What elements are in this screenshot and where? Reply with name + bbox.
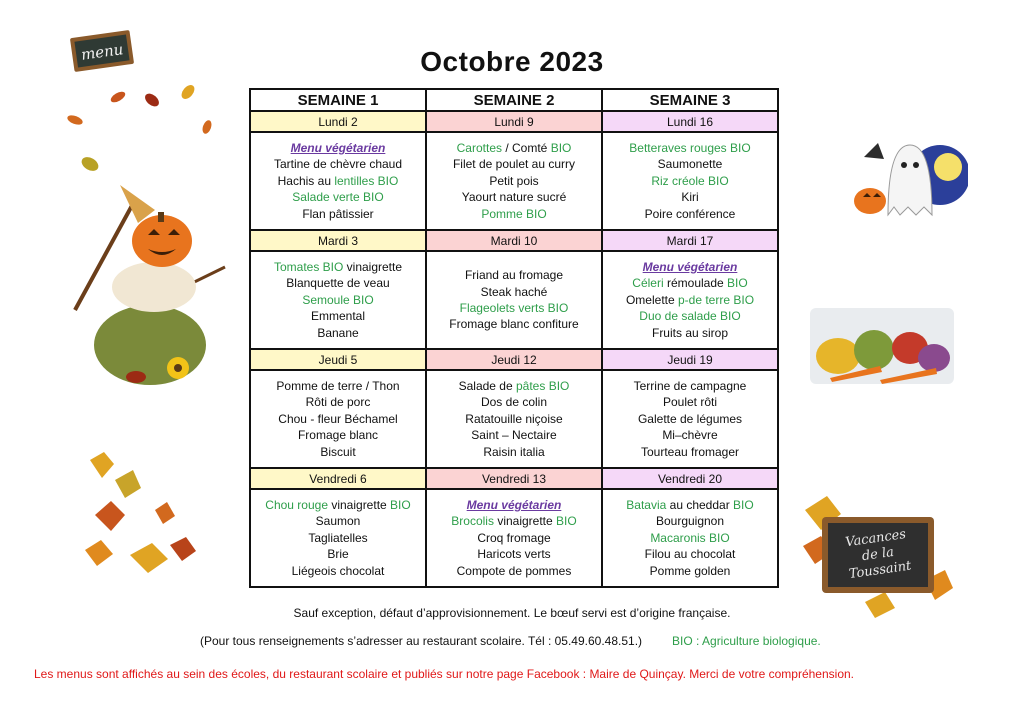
dish-line bbox=[251, 427, 425, 443]
dish-text: Haricots verts bbox=[477, 547, 551, 562]
vegetarian-menu-label: Menu végétarien bbox=[290, 140, 386, 155]
bio-dish-text: BIO bbox=[733, 497, 754, 512]
vacances-sign-line1: Vacances bbox=[844, 526, 907, 551]
dish-text: au cheddar bbox=[666, 497, 734, 512]
dish-line bbox=[251, 513, 425, 529]
dish-line bbox=[427, 513, 601, 529]
dish-text: Liégeois chocolat bbox=[291, 563, 385, 578]
day-row bbox=[250, 349, 778, 370]
dish-line bbox=[427, 378, 601, 394]
day-label: Vendredi 6 bbox=[250, 468, 426, 489]
dish-line bbox=[251, 173, 425, 189]
meal-cell bbox=[602, 132, 778, 230]
dish-line bbox=[251, 411, 425, 427]
dish-text: Tagliatelles bbox=[308, 530, 368, 545]
dish-text: Friand au fromage bbox=[464, 268, 564, 283]
meal-cell bbox=[426, 132, 602, 230]
dish-text: vinaigrette bbox=[343, 259, 403, 274]
dish-line bbox=[427, 267, 601, 283]
bio-dish-text: Betteraves rouges BIO bbox=[629, 140, 751, 155]
halloween-ghost-illustration bbox=[848, 135, 968, 220]
menu-table bbox=[249, 88, 779, 588]
dish-line bbox=[427, 173, 601, 189]
day-label: Vendredi 20 bbox=[602, 468, 778, 489]
dish-text: Pomme golden bbox=[649, 563, 731, 578]
day-label: Mardi 10 bbox=[426, 230, 602, 251]
meal-cell bbox=[426, 251, 602, 349]
dish-line bbox=[603, 173, 777, 189]
vacances-toussaint-chalkboard bbox=[820, 515, 936, 595]
dish-line bbox=[427, 546, 601, 562]
week-header-row bbox=[250, 89, 778, 111]
bio-dish-text: Flageolets verts BIO bbox=[459, 301, 569, 315]
dish-text: Dos de colin bbox=[480, 395, 548, 410]
autumn-leaves-bottom-left bbox=[70, 445, 210, 585]
week-header: SEMAINE 2 bbox=[426, 89, 602, 111]
day-label: Lundi 16 bbox=[602, 111, 778, 132]
dish-text: Pomme de terre / Thon bbox=[276, 378, 400, 393]
dish-text: Poire conférence bbox=[644, 206, 736, 221]
dish-line bbox=[603, 325, 777, 341]
meal-cell bbox=[602, 251, 778, 349]
dish-text: vinaigrette bbox=[493, 514, 557, 529]
vacances-sign-line2: de la bbox=[861, 544, 895, 565]
dish-text: Biscuit bbox=[320, 444, 356, 459]
dish-text: Tourteau fromager bbox=[640, 444, 740, 459]
dish-line bbox=[427, 411, 601, 427]
dish-line bbox=[251, 563, 425, 579]
bio-dish-text: p-de terre BIO bbox=[678, 292, 755, 307]
dish-line bbox=[603, 156, 777, 172]
dish-line bbox=[603, 308, 777, 324]
dish-text: Saint – Nectaire bbox=[471, 428, 557, 443]
day-row bbox=[250, 111, 778, 132]
dish-line bbox=[427, 140, 601, 156]
dish-line bbox=[427, 316, 601, 332]
dish-line bbox=[427, 284, 601, 300]
meal-row bbox=[250, 489, 778, 587]
dish-line bbox=[251, 444, 425, 460]
day-row bbox=[250, 230, 778, 251]
dish-text: Saumon bbox=[315, 514, 361, 529]
autumn-leaves-top bbox=[60, 80, 230, 180]
dish-line bbox=[603, 189, 777, 205]
dish-line bbox=[251, 546, 425, 562]
dish-line bbox=[603, 275, 777, 291]
bio-dish-text: BIO bbox=[390, 497, 411, 512]
bio-dish-text: BIO bbox=[550, 140, 572, 155]
dish-line bbox=[603, 394, 777, 410]
dish-text: Saumonette bbox=[657, 157, 723, 172]
day-label: Mardi 17 bbox=[602, 230, 778, 251]
dish-line bbox=[603, 206, 777, 222]
supply-note: Sauf exception, défaut d’approvisionnement. Le bœuf servi est d’origine française. bbox=[293, 606, 731, 620]
dish-line bbox=[427, 300, 601, 316]
pumpkin-scarecrow-illustration bbox=[60, 175, 240, 390]
dish-text: Croq fromage bbox=[477, 530, 551, 545]
meal-cell bbox=[250, 489, 426, 587]
dish-text: Compote de pommes bbox=[456, 563, 572, 578]
dish-line bbox=[603, 259, 777, 275]
bio-dish-text: Tomates BIO bbox=[273, 259, 344, 274]
day-label: Jeudi 19 bbox=[602, 349, 778, 370]
dish-text: Hachis au bbox=[277, 173, 335, 188]
dish-line bbox=[251, 394, 425, 410]
bio-dish-text: Pomme BIO bbox=[481, 206, 547, 221]
bio-dish-text: Duo de salade BIO bbox=[639, 309, 741, 324]
dish-text: Chou - fleur Béchamel bbox=[278, 411, 398, 426]
meal-cell bbox=[250, 132, 426, 230]
dish-text: Bourguignon bbox=[655, 514, 725, 529]
dish-text: Kiri bbox=[681, 190, 699, 205]
menu-chalkboard-sign bbox=[66, 26, 138, 76]
day-label: Jeudi 5 bbox=[250, 349, 426, 370]
dish-text: Petit pois bbox=[489, 173, 539, 188]
dish-text: Salade de bbox=[458, 378, 516, 393]
dish-text: Filou au chocolat bbox=[644, 547, 736, 562]
dish-line bbox=[251, 530, 425, 546]
bio-legend: BIO : Agriculture biologique. bbox=[672, 634, 821, 648]
bio-dish-text: Salade verte BIO bbox=[292, 190, 384, 205]
dish-line bbox=[603, 563, 777, 579]
day-label: Mardi 3 bbox=[250, 230, 426, 251]
bio-dish-text: Semoule BIO bbox=[302, 292, 374, 307]
bio-dish-text: lentilles BIO bbox=[334, 173, 399, 188]
dish-text: rémoulade bbox=[663, 276, 728, 291]
dish-text: Fruits au sirop bbox=[651, 325, 729, 340]
dish-text: vinaigrette bbox=[328, 497, 391, 512]
bio-dish-text: Batavia bbox=[626, 497, 667, 512]
dish-line bbox=[427, 156, 601, 172]
dish-text: Fromage blanc bbox=[297, 428, 379, 443]
meal-cell bbox=[426, 370, 602, 468]
dish-line bbox=[427, 427, 601, 443]
dish-text: Raisin italia bbox=[483, 444, 545, 459]
dish-text: Mi–chèvre bbox=[662, 428, 718, 443]
bio-dish-text: BIO bbox=[727, 276, 748, 291]
dish-line bbox=[251, 259, 425, 275]
bio-dish-text: Chou rouge bbox=[265, 497, 328, 512]
dish-text: Omelette bbox=[625, 292, 678, 307]
contact-note: (Pour tous renseignements s’adresser au restaurant scolaire. Tél : 05.49.60.48.51.) bbox=[200, 634, 643, 648]
bio-dish-text: Céleri bbox=[632, 276, 664, 291]
dish-text: Blanquette de veau bbox=[286, 276, 390, 291]
vegetarian-menu-label: Menu végétarien bbox=[642, 259, 738, 274]
dish-text: Banane bbox=[317, 325, 359, 340]
week-header: SEMAINE 1 bbox=[250, 89, 426, 111]
day-label: Jeudi 12 bbox=[426, 349, 602, 370]
dish-text: Filet de poulet au curry bbox=[452, 157, 576, 172]
dish-line bbox=[603, 378, 777, 394]
dish-line bbox=[603, 411, 777, 427]
dish-line bbox=[251, 206, 425, 222]
dish-text: Terrine de campagne bbox=[633, 378, 747, 393]
dish-line bbox=[603, 444, 777, 460]
dish-line bbox=[251, 156, 425, 172]
dish-line bbox=[251, 308, 425, 324]
display-note: Les menus sont affichés au sein des écoles, du restaurant scolaire et publiés sur notre page Facebook : Maire de Quinçay. Merci de votre compréhension. bbox=[34, 667, 855, 681]
dish-line bbox=[603, 530, 777, 546]
dish-line bbox=[251, 325, 425, 341]
dish-line bbox=[427, 206, 601, 222]
dish-line bbox=[603, 427, 777, 443]
dish-line bbox=[603, 292, 777, 308]
vegetables-photo bbox=[810, 308, 954, 384]
vegetarian-menu-label: Menu végétarien bbox=[466, 497, 562, 512]
bio-dish-text: Riz créole BIO bbox=[651, 173, 729, 188]
dish-line bbox=[427, 444, 601, 460]
meal-row bbox=[250, 132, 778, 230]
vacances-sign-line3: Toussaint bbox=[848, 558, 913, 583]
dish-line bbox=[251, 378, 425, 394]
dish-text: Yaourt nature sucré bbox=[461, 190, 567, 205]
dish-text: / Comté bbox=[502, 140, 551, 155]
dish-line bbox=[603, 546, 777, 562]
dish-line bbox=[603, 140, 777, 156]
bio-dish-text: Carottes bbox=[456, 140, 502, 155]
dish-line bbox=[427, 530, 601, 546]
dish-text: Galette de légumes bbox=[637, 411, 743, 426]
dish-line bbox=[251, 189, 425, 205]
dish-line bbox=[427, 497, 601, 513]
bio-dish-text: Brocolis bbox=[451, 514, 494, 529]
dish-text: Fromage blanc confiture bbox=[449, 317, 579, 332]
dish-line bbox=[603, 497, 777, 513]
menu-sign-text: menu bbox=[79, 40, 125, 64]
dish-text: Tartine de chèvre chaud bbox=[273, 157, 403, 172]
menu-table-body bbox=[250, 111, 778, 587]
meal-row bbox=[250, 251, 778, 349]
dish-line bbox=[427, 189, 601, 205]
dish-line bbox=[251, 275, 425, 291]
dish-text: Rôti de porc bbox=[305, 395, 371, 410]
dish-text: Flan pâtissier bbox=[302, 206, 374, 221]
bio-dish-text: Macaronis BIO bbox=[650, 530, 730, 545]
dish-text: Brie bbox=[327, 547, 349, 562]
day-label: Lundi 2 bbox=[250, 111, 426, 132]
meal-cell bbox=[250, 251, 426, 349]
dish-line bbox=[251, 292, 425, 308]
dish-line bbox=[251, 140, 425, 156]
page-title: Octobre 2023 bbox=[420, 46, 604, 77]
dish-text: Ratatouille niçoise bbox=[465, 411, 563, 426]
meal-row bbox=[250, 370, 778, 468]
dish-text: Emmental bbox=[310, 309, 366, 324]
dish-text: Steak haché bbox=[480, 284, 548, 299]
meal-cell bbox=[426, 489, 602, 587]
meal-cell bbox=[602, 370, 778, 468]
dish-line bbox=[251, 497, 425, 513]
bio-dish-text: BIO bbox=[556, 514, 577, 529]
day-label: Vendredi 13 bbox=[426, 468, 602, 489]
dish-line bbox=[427, 394, 601, 410]
meal-cell bbox=[250, 370, 426, 468]
dish-line bbox=[603, 513, 777, 529]
bio-dish-text: pâtes BIO bbox=[516, 378, 570, 393]
meal-cell bbox=[602, 489, 778, 587]
week-header: SEMAINE 3 bbox=[602, 89, 778, 111]
day-row bbox=[250, 468, 778, 489]
dish-text: Poulet rôti bbox=[662, 395, 718, 410]
dish-line bbox=[427, 563, 601, 579]
day-label: Lundi 9 bbox=[426, 111, 602, 132]
